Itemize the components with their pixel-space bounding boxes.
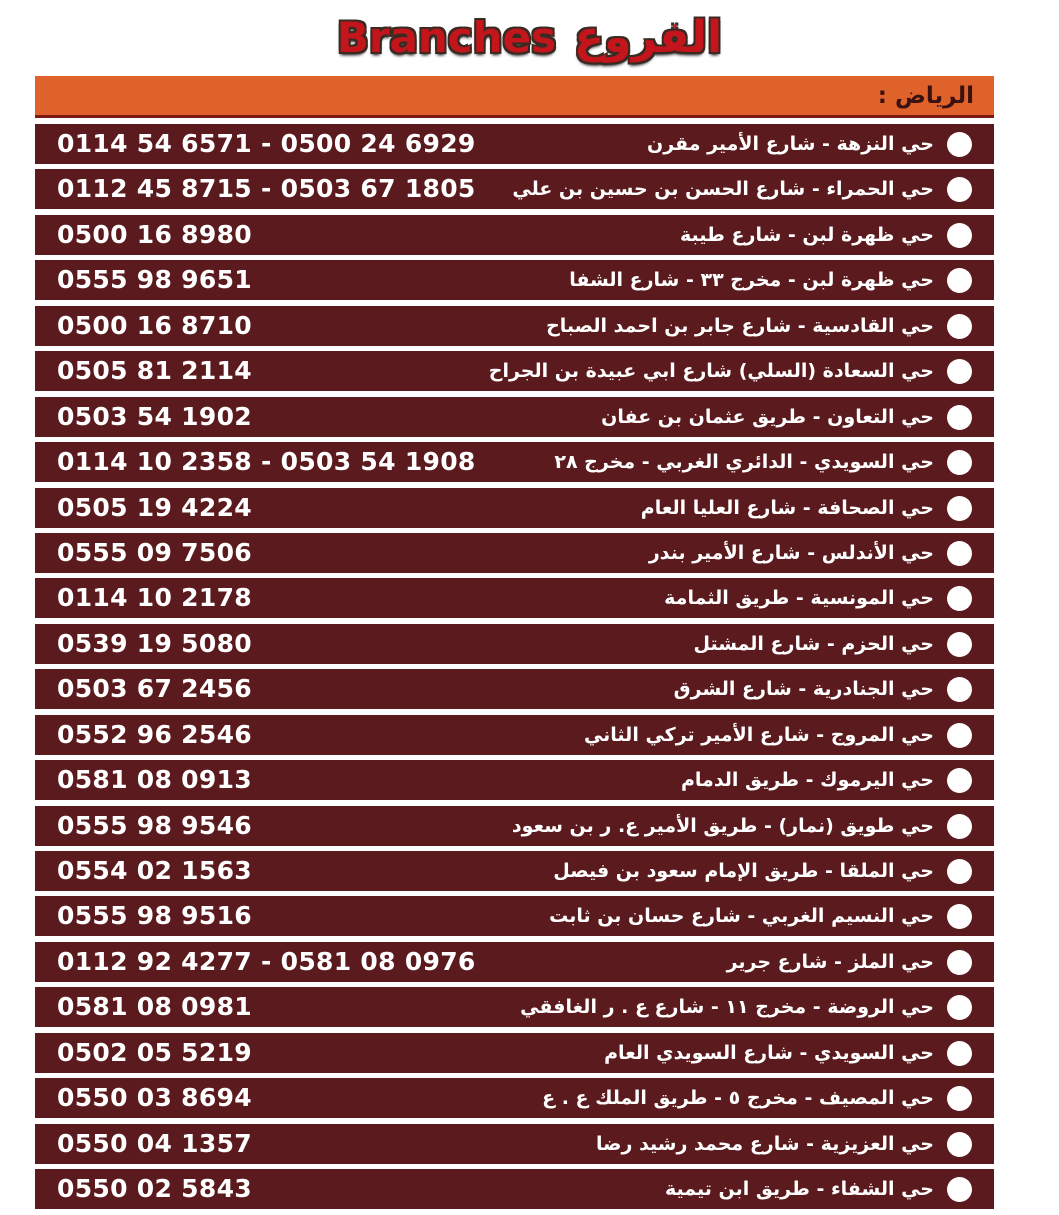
branch-row [35,1169,994,1209]
branch-phone: 0555 98 9546 [57,810,252,840]
bullet-circle-icon [947,405,972,430]
bullet-circle-icon [947,950,972,975]
branch-address: حي المروج - شارع الأمير تركي الثاني [583,723,934,746]
bullet-circle-icon [947,1086,972,1111]
branch-address: حي الملز - شارع جرير [726,950,934,973]
bullet-circle-icon [947,177,972,202]
branch-row [35,1078,994,1118]
branch-phone: 0555 09 7506 [57,537,252,567]
branch-phone: 0505 19 4224 [57,492,252,522]
branch-phone: 0505 81 2114 [57,356,252,386]
branch-address: حي الشفاء - طريق ابن تيمية [664,1178,934,1201]
branch-phone: 0114 10 2178 [57,583,252,613]
branch-row [35,669,994,709]
title-english: Branches [336,12,557,62]
branch-row [35,806,994,846]
branch-address: حي العزيزية - شارع محمد رشيد رضا [596,1132,934,1155]
branch-phone: 0550 04 1357 [57,1128,252,1158]
bullet-circle-icon [947,995,972,1020]
branch-phone: 0550 03 8694 [57,1083,252,1113]
branch-phone: 0555 98 9516 [57,901,252,931]
branch-address: حي المونسية - طريق الثمامة [664,587,934,610]
bullet-circle-icon [947,1177,972,1202]
branch-phone: 0554 02 1563 [57,856,252,885]
title-arabic: الفروع [574,11,723,63]
branch-phone: 0550 02 5843 [57,1174,252,1204]
branch-address: حي الملقا - طريق الإمام سعود بن فيصل [553,860,934,882]
branch-row [35,715,994,755]
branch-phone: 0552 96 2546 [57,719,252,749]
bullet-circle-icon [947,223,972,248]
branch-row [35,987,994,1027]
bullet-circle-icon [947,677,972,702]
branch-row [35,760,994,800]
branch-row [35,533,994,573]
branch-address: حي الأندلس - شارع الأمير بندر [648,541,934,564]
bullet-circle-icon [947,904,972,929]
branch-list [35,124,994,1215]
branch-phone: 0502 05 5219 [57,1037,252,1067]
city-label: الرياض : [877,82,974,109]
bullet-circle-icon [947,1041,972,1066]
page-title [0,4,1059,70]
bullet-circle-icon [947,768,972,793]
branch-address: حي النسيم الغربي - شارع حسان بن ثابت [549,905,934,928]
branch-address: حي القادسية - شارع جابر بن احمد الصباح [546,314,934,337]
branch-address: حي الجنادرية - شارع الشرق [673,678,934,701]
city-header-bar [35,76,994,118]
bullet-circle-icon [947,314,972,339]
bullet-circle-icon [947,450,972,475]
branch-address: حي التعاون - طريق عثمان بن عفان [601,405,934,428]
branch-row [35,351,994,391]
branch-row [35,1033,994,1073]
branch-address: حي الحمراء - شارع الحسن بن حسين بن علي [512,178,934,201]
branch-address: حي السويدي - شارع السويدي العام [604,1041,934,1064]
branch-row [35,488,994,528]
branch-phone: 0500 16 8980 [57,219,252,249]
branch-phone: 0503 54 1902 [57,401,252,431]
bullet-circle-icon [947,859,972,884]
bullet-circle-icon [947,541,972,566]
branch-address: حي السويدي - الدائري الغربي - مخرج ٢٨ [554,451,934,474]
bullet-circle-icon [947,132,972,157]
branch-row [35,442,994,482]
branch-phone: 0555 98 9651 [57,265,252,295]
branch-phone: 0114 10 2358 - 0503 54 1908 [57,447,476,477]
branch-row [35,260,994,300]
bullet-circle-icon [947,1132,972,1157]
branch-address: حي طويق (نمار) - طريق الأمير ع. ر بن سعود [511,814,934,837]
branch-phone: 0581 08 0913 [57,765,252,795]
bullet-circle-icon [947,632,972,657]
branch-phone: 0112 92 4277 - 0581 08 0976 [57,946,476,976]
branch-row [35,306,994,346]
branch-row [35,942,994,982]
branch-address: حي الحزم - شارع المشتل [693,632,934,655]
branch-phone: 0112 45 8715 - 0503 67 1805 [57,174,476,204]
branch-address: حي النزهة - شارع الأمير مقرن [646,133,934,155]
branch-row [35,896,994,936]
branch-row [35,624,994,664]
branch-row [35,169,994,209]
bullet-circle-icon [947,496,972,521]
branch-phone: 0539 19 5080 [57,628,252,658]
branch-row [35,578,994,618]
branch-address: حي ظهرة لبن - شارع طيبة [679,223,934,246]
branch-phone: 0503 67 2456 [57,674,252,704]
branch-address: حي اليرموك - طريق الدمام [681,769,934,792]
branch-phone: 0114 54 6571 - 0500 24 6929 [57,129,476,158]
bullet-circle-icon [947,268,972,293]
branch-address: حي الروضة - مخرج ١١ - شارع ع . ر الغافقي [520,996,934,1019]
branch-address: حي ظهرة لبن - مخرج ٣٣ - شارع الشفا [569,269,934,292]
bullet-circle-icon [947,359,972,384]
branch-row [35,1124,994,1164]
branch-row [35,851,994,891]
branch-phone: 0581 08 0981 [57,992,252,1022]
branch-row [35,215,994,255]
bullet-circle-icon [947,814,972,839]
branch-address: حي المصيف - مخرج ٥ - طريق الملك ع . ع [542,1087,934,1110]
branch-phone: 0500 16 8710 [57,310,252,340]
bullet-circle-icon [947,723,972,748]
branch-address: حي السعادة (السلي) شارع ابي عبيدة بن الجراح [488,360,934,383]
branch-address: حي الصحافة - شارع العليا العام [640,496,934,519]
branch-row [35,397,994,437]
branch-row [35,124,994,164]
bullet-circle-icon [947,586,972,611]
